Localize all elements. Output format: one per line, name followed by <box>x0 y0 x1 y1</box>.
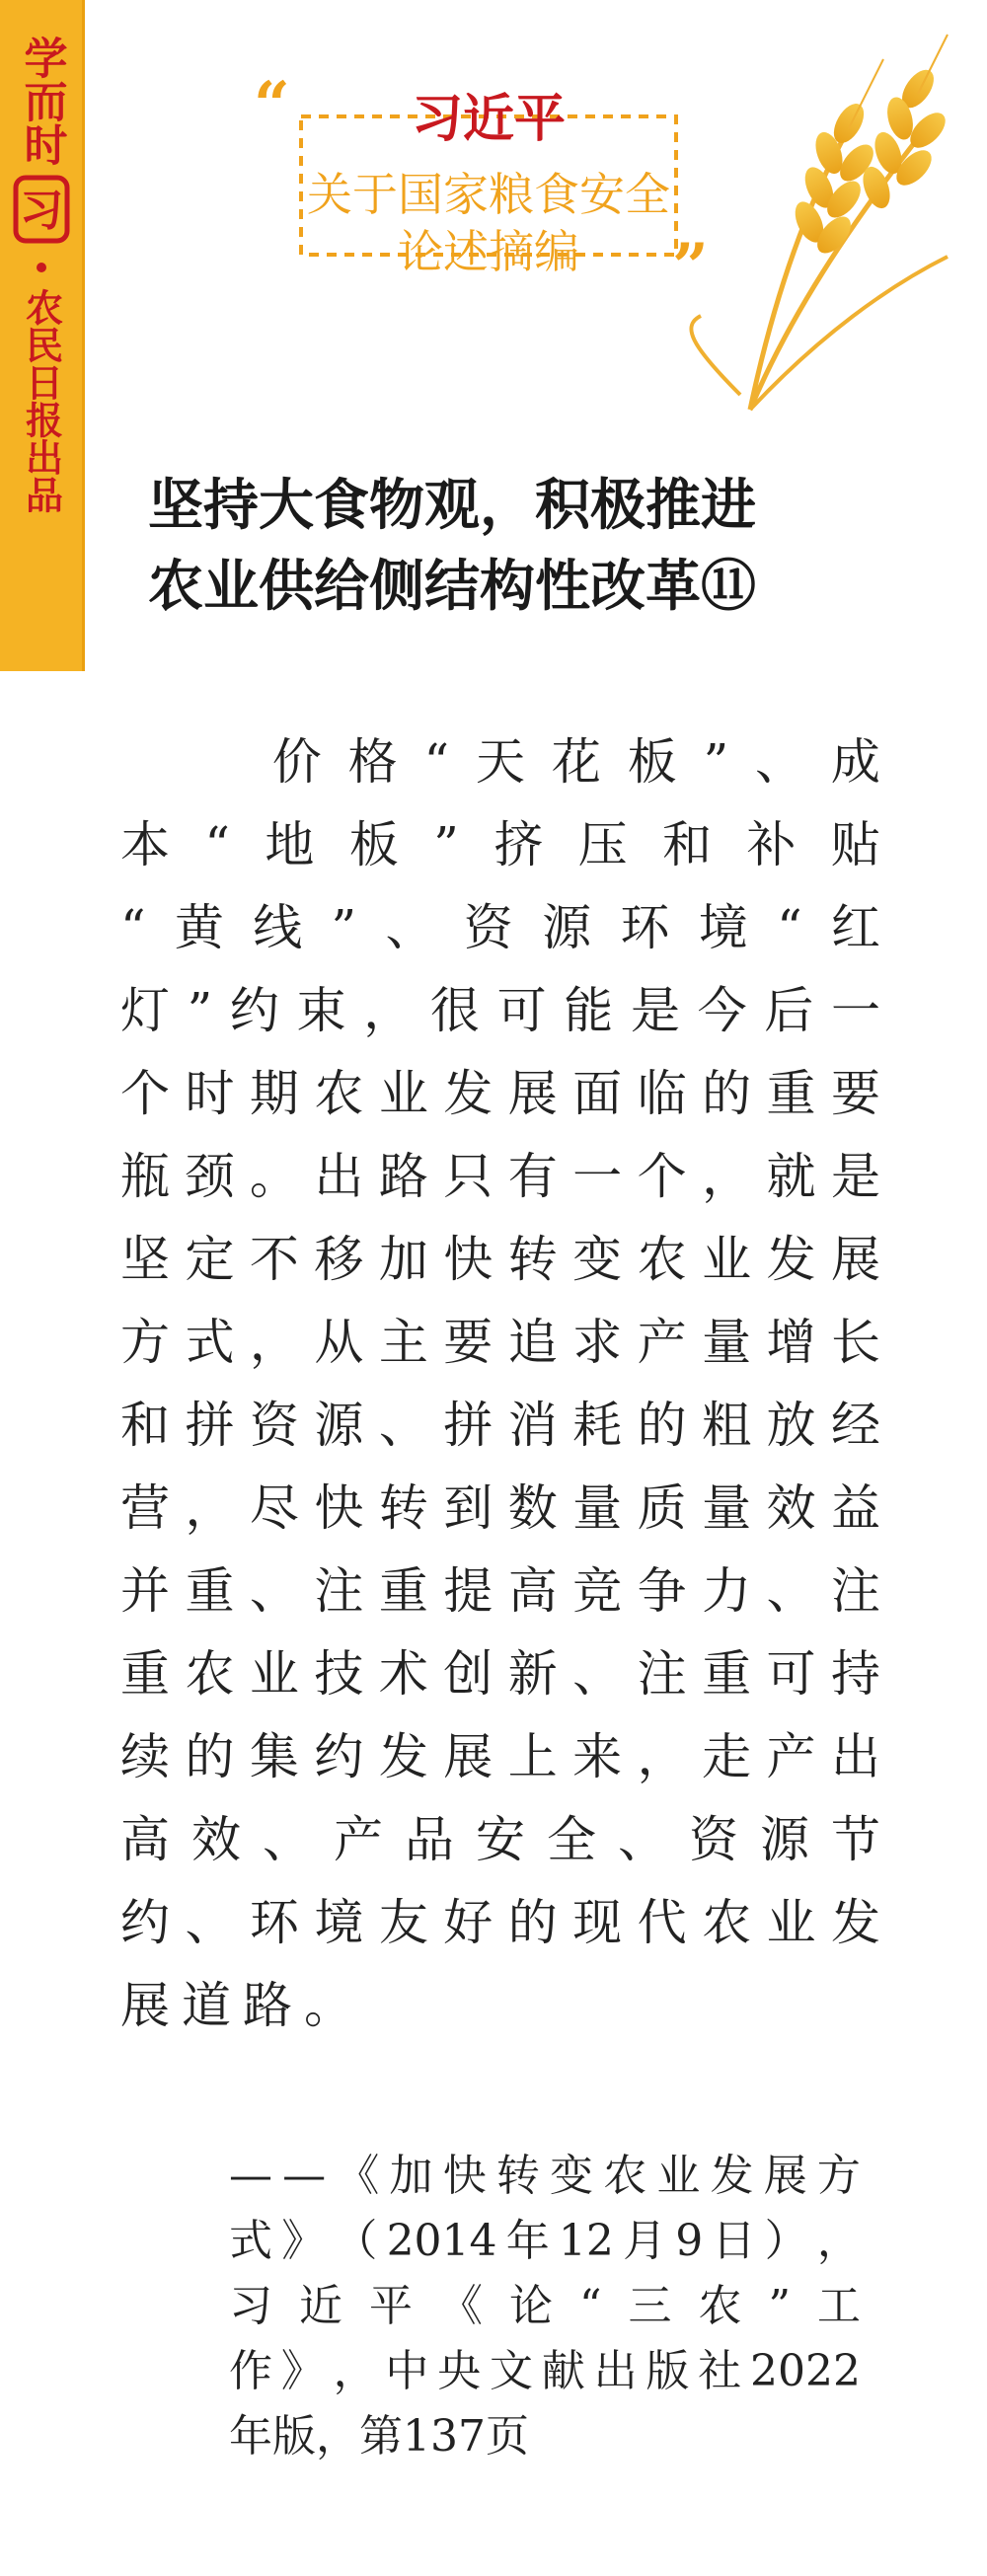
body-text-line: 和 拼 资 源 、 拼 消 耗 的 粗 放 经 <box>120 1397 880 1454</box>
source-text-line: 作 》 ， 中 央 文 献 出 版 社 2022 <box>229 2346 861 2396</box>
side-dot-separator <box>37 263 46 272</box>
body-text-line: 约 、 环 境 友 好 的 现 代 农 业 发 <box>120 1894 880 1951</box>
open-quote-icon: “ <box>254 68 290 142</box>
body-text-line: 方 式 ， 从 主 要 追 求 产 量 增 长 <box>120 1314 880 1371</box>
body-text-line: 展 道 路 。 <box>120 1977 365 2034</box>
xi-logo-icon <box>12 174 71 245</box>
source-text-line: — — 《 加 快 转 变 农 业 发 展 方 <box>229 2151 861 2201</box>
body-text-line: 高 效 、 产 品 安 全 、 资 源 节 <box>120 1811 880 1868</box>
source-text-line: 习 近 平 《 论 “ 三 农 ” 工 <box>229 2281 861 2331</box>
header-subtitle-line1: 关于国家粮食安全 <box>307 168 670 221</box>
body-text-line: 并 重 、 注 重 提 高 竞 争 力 、 注 <box>120 1562 880 1620</box>
body-text-line: 营 ， 尽 快 转 到 数 量 质 量 效 益 <box>120 1479 880 1537</box>
wheat-icon <box>681 20 977 415</box>
body-text-line: 价 格 “ 天 花 板 ” 、 成 <box>271 733 880 791</box>
article-title-line1: 坚持大食物观，积极推进 <box>148 474 756 538</box>
body-text-line: 续 的 集 约 发 展 上 来 ， 走 产 出 <box>120 1728 880 1785</box>
article-title <box>148 466 957 628</box>
body-text-line: 灯 ” 约 束 ， 很 可 能 是 今 后 一 <box>120 982 880 1039</box>
series-header <box>242 68 735 304</box>
source-text-line: 年 版 ， 第 137 页 <box>229 2411 529 2462</box>
source-citation <box>229 2144 861 2469</box>
close-quote-icon: ” <box>672 230 709 304</box>
body-text-line: 重 农 业 技 术 创 新 、 注 重 可 持 <box>120 1645 880 1703</box>
body-text-line: “ 黄 线 ” 、 资 源 环 境 “ 红 <box>120 899 880 956</box>
source-text-line: 式 》 （ 2014 年 12 月 9 日 ） ， <box>229 2216 861 2266</box>
body-text-line: 坚 定 不 移 加 快 转 变 农 业 发 展 <box>120 1231 880 1288</box>
body-text-line: 本 “ 地 板 ” 挤 压 和 补 贴 <box>120 816 880 873</box>
side-tab <box>0 0 85 671</box>
side-brand-text: 学而时 <box>16 36 67 166</box>
body-text-line: 瓶 颈 。 出 路 只 有 一 个 ， 就 是 <box>120 1148 880 1205</box>
article-body <box>120 720 880 2047</box>
body-text-line: 个 时 期 农 业 发 展 面 临 的 重 要 <box>120 1065 880 1122</box>
header-subtitle-line2: 论述摘编 <box>398 225 579 278</box>
xi-logo-char: 习 <box>19 186 63 236</box>
header-name: 习近平 <box>411 90 566 149</box>
side-publisher-text: 农民日报出品 <box>19 288 63 513</box>
article-title-line2: 农业供给侧结构性改革⑪ <box>148 555 756 619</box>
